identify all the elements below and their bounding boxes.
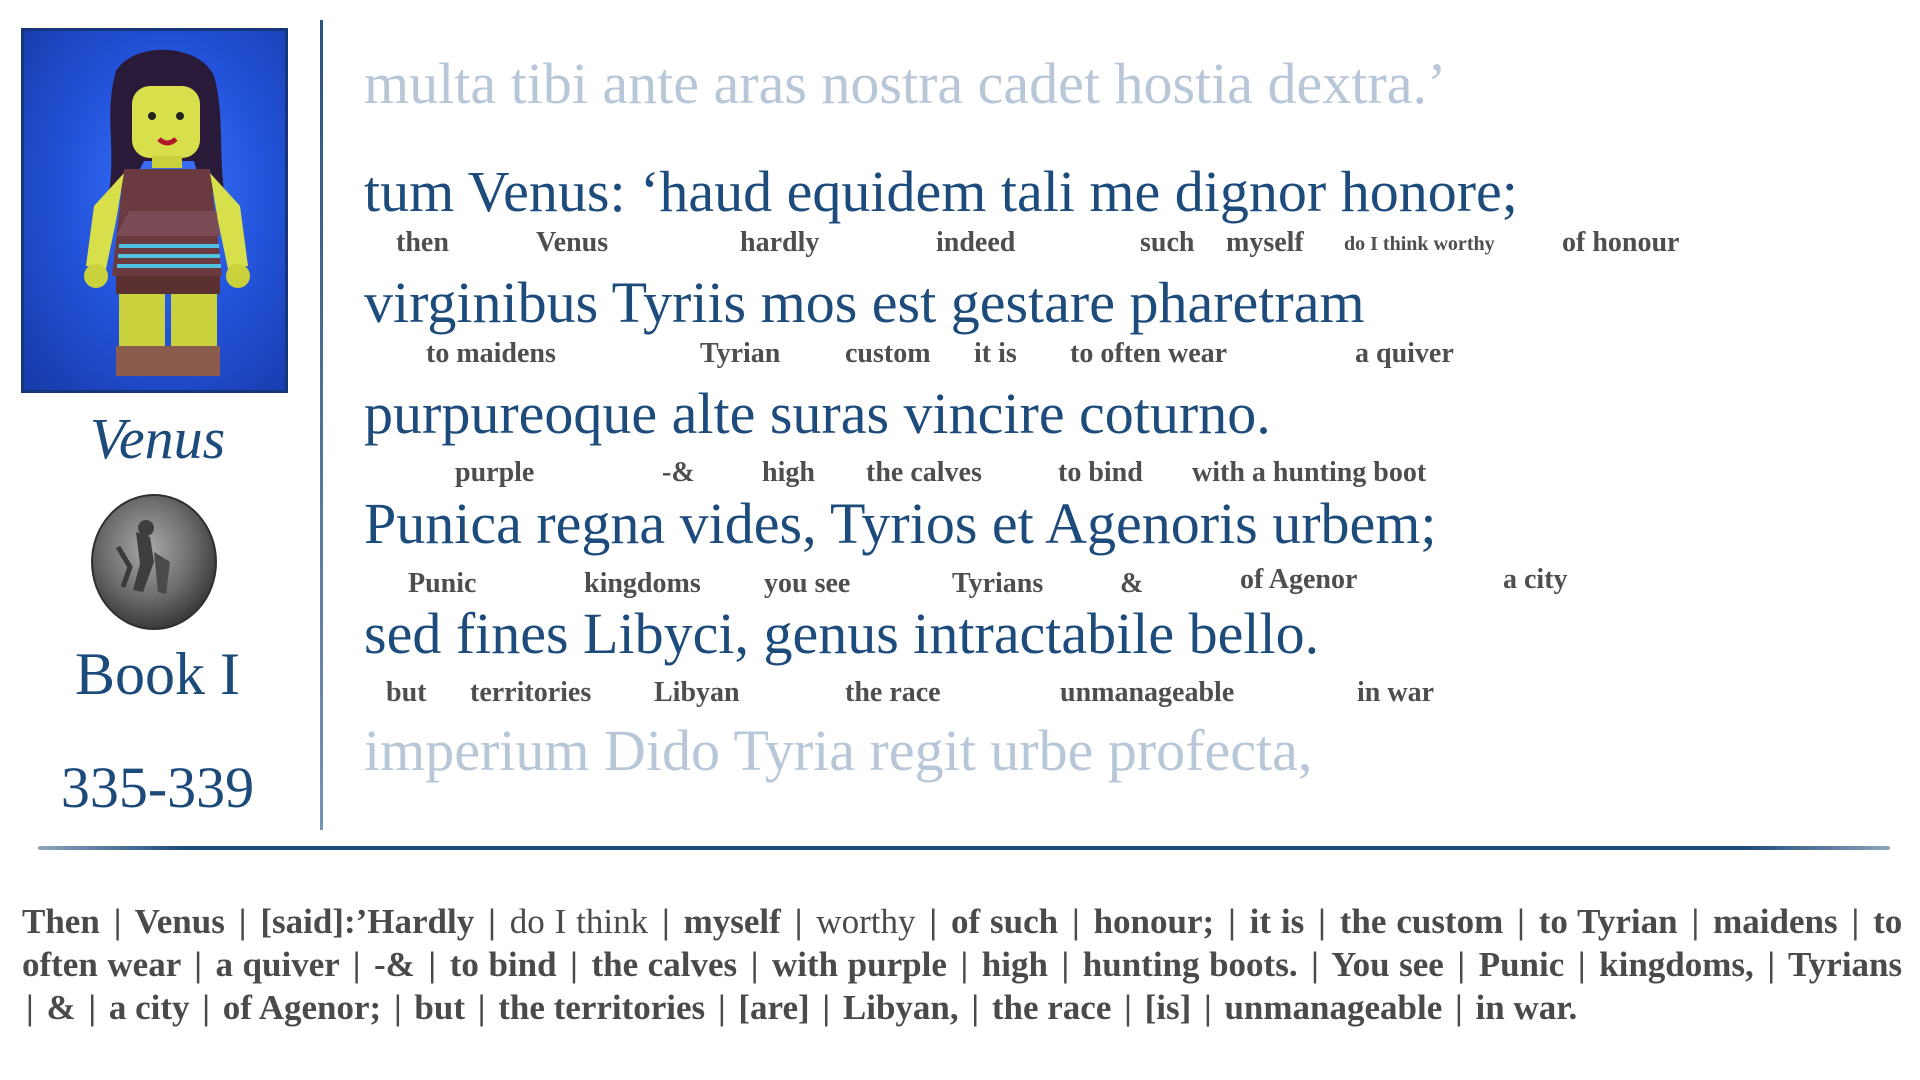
translation-segment: the calves <box>591 945 738 984</box>
segment-separator: | <box>822 988 831 1027</box>
translation-segment: to often wear <box>22 902 1903 984</box>
translation-segment: Venus <box>134 902 225 941</box>
segment-separator: | <box>971 988 980 1027</box>
translation-segment: kingdoms, <box>1599 945 1754 984</box>
translation-segment: Then <box>22 902 100 941</box>
segment-separator: | <box>1691 902 1700 941</box>
segment-separator: | <box>352 945 361 984</box>
gloss-hardly: hardly <box>740 227 820 258</box>
translation-segment: of such <box>950 902 1059 941</box>
translation-segment: unmanageable <box>1224 988 1443 1027</box>
segment-separator: | <box>1517 902 1525 941</box>
gloss-indeed: indeed <box>936 227 1016 258</box>
gloss-to-bind: to bind <box>1058 457 1143 488</box>
translation-segment: myself <box>683 902 781 941</box>
gloss-but: but <box>386 677 427 708</box>
gloss-such: such <box>1140 227 1195 258</box>
gloss-myself: myself <box>1226 227 1304 258</box>
translation-segment: [is] <box>1144 988 1192 1027</box>
gloss-of-honour: of honour <box>1562 227 1680 258</box>
gloss-unmanageable: unmanageable <box>1060 677 1235 708</box>
translation-segment: the custom <box>1339 902 1504 941</box>
gloss-kingdoms: kingdoms <box>584 568 701 599</box>
segment-separator: | <box>238 902 247 941</box>
translation-segment: do I think <box>509 902 649 941</box>
context-line-after: imperium Dido Tyria regit urbe profecta, <box>364 718 1313 783</box>
translation-segment: but <box>414 988 465 1027</box>
segment-separator: | <box>393 988 402 1027</box>
segment-separator: | <box>26 988 34 1027</box>
translation-segment: & <box>46 988 76 1027</box>
segment-separator: | <box>202 988 210 1027</box>
segment-separator: | <box>88 988 97 1027</box>
latin-line-338: Punica regna vides, Tyrios et Agenoris urbem; <box>364 491 1437 556</box>
gloss-punic: Punic <box>408 568 477 599</box>
segment-separator: | <box>1577 945 1586 984</box>
gloss-it-is: it is <box>974 338 1017 369</box>
context-line-before: multa tibi ante aras nostra cadet hostia dextra.’ <box>364 51 1447 116</box>
translation-segment: the race <box>991 988 1112 1027</box>
gloss-and: & <box>1120 568 1144 599</box>
gloss-the-race: the race <box>845 677 941 708</box>
roman-coin-image <box>88 492 220 637</box>
gloss-high: high <box>762 457 815 488</box>
latin-line-337: purpureoque alte suras vincire coturno. <box>364 381 1271 446</box>
latin-line-336: virginibus Tyriis mos est gestare pharetram <box>364 270 1365 335</box>
segment-separator: | <box>1457 945 1466 984</box>
translation-segment: to bind <box>449 945 557 984</box>
segment-separator: | <box>1124 988 1132 1027</box>
segment-separator: | <box>477 988 486 1027</box>
translation-segment: hunting boots. <box>1082 945 1298 984</box>
segment-separator: | <box>1318 902 1326 941</box>
latin-line-339: sed fines Libyci, genus intractabile bello. <box>364 601 1320 666</box>
gloss-purple: purple <box>455 457 535 488</box>
gloss-venus: Venus <box>536 227 609 258</box>
translation-segment: Tyrians <box>1788 945 1903 984</box>
translation-segment: the territories <box>498 988 706 1027</box>
segment-separator: | <box>428 945 437 984</box>
segment-separator: | <box>794 902 803 941</box>
translation-segment: -& <box>374 945 415 984</box>
gloss-in-war: in war <box>1357 677 1434 708</box>
gloss-with-a-hunting-boot: with a hunting boot <box>1192 457 1427 488</box>
minifigure-illustration <box>24 31 288 393</box>
translation-segment: [are] <box>738 988 810 1027</box>
gloss-of-agenor: of Agenor <box>1240 564 1358 595</box>
gloss-to-often-wear: to often wear <box>1070 338 1228 369</box>
translation-segment: honour; <box>1093 902 1215 941</box>
segment-separator: | <box>1071 902 1080 941</box>
translation-segment: it is <box>1249 902 1305 941</box>
translation-segment: a city <box>108 988 190 1027</box>
segment-separator: | <box>750 945 759 984</box>
character-name: Venus <box>89 406 226 471</box>
vertical-divider <box>320 20 323 830</box>
translation-segment: You see <box>1331 945 1444 984</box>
translation-segment: to Tyrian <box>1538 902 1678 941</box>
segment-separator: | <box>488 902 496 941</box>
segment-separator: | <box>960 945 969 984</box>
gloss-you-see: you see <box>764 568 851 599</box>
gloss-a-quiver: a quiver <box>1355 338 1454 369</box>
translation-segment: high <box>981 945 1048 984</box>
segment-separator: | <box>661 902 670 941</box>
gloss-tyrian: Tyrian <box>700 338 781 369</box>
segment-separator: | <box>1455 988 1463 1027</box>
segment-separator: | <box>717 988 726 1027</box>
segment-separator: | <box>194 945 202 984</box>
translation-segment: [said]:’Hardly <box>260 902 475 941</box>
translation-segment: Libyan, <box>842 988 959 1027</box>
gloss-to-maidens: to maidens <box>426 338 556 369</box>
segment-separator: | <box>1767 945 1776 984</box>
segment-separator: | <box>1228 902 1236 941</box>
gloss-libyan: Libyan <box>654 677 740 708</box>
translation-segment: maidens <box>1713 902 1838 941</box>
translation-segment: Punic <box>1478 945 1565 984</box>
translation-segment: of Agenor; <box>222 988 382 1027</box>
gloss-do-i-think-worthy: do I think worthy <box>1344 233 1495 255</box>
translation-segment: worthy <box>816 902 916 941</box>
segment-separator: | <box>1851 902 1860 941</box>
gloss-the-calves: the calves <box>866 457 982 488</box>
venus-minifigure-photo <box>21 28 288 393</box>
segment-separator: | <box>929 902 938 941</box>
gloss-a-city: a city <box>1503 564 1568 595</box>
gloss-territories: territories <box>470 677 592 708</box>
gloss-custom: custom <box>845 338 931 369</box>
segment-separator: | <box>570 945 578 984</box>
translation-segment: in war. <box>1475 988 1578 1027</box>
segment-separator: | <box>113 902 122 941</box>
book-label: Book I <box>75 641 240 707</box>
gloss-then: then <box>396 227 449 258</box>
translation-segment: a quiver <box>215 945 340 984</box>
latin-line-335: tum Venus: ‘haud equidem tali me dignor honore; <box>364 159 1518 224</box>
horizontal-divider <box>38 846 1890 850</box>
line-range: 335-339 <box>60 755 255 820</box>
translation-segment: with purple <box>771 945 947 984</box>
segment-separator: | <box>1061 945 1070 984</box>
segment-separator: | <box>1203 988 1212 1027</box>
gloss-tyrians: Tyrians <box>952 568 1044 599</box>
gloss-and-enclitic: -& <box>662 457 695 488</box>
segment-separator: | <box>1311 945 1319 984</box>
english-translation <box>22 900 1902 1029</box>
sidebar <box>0 0 325 830</box>
